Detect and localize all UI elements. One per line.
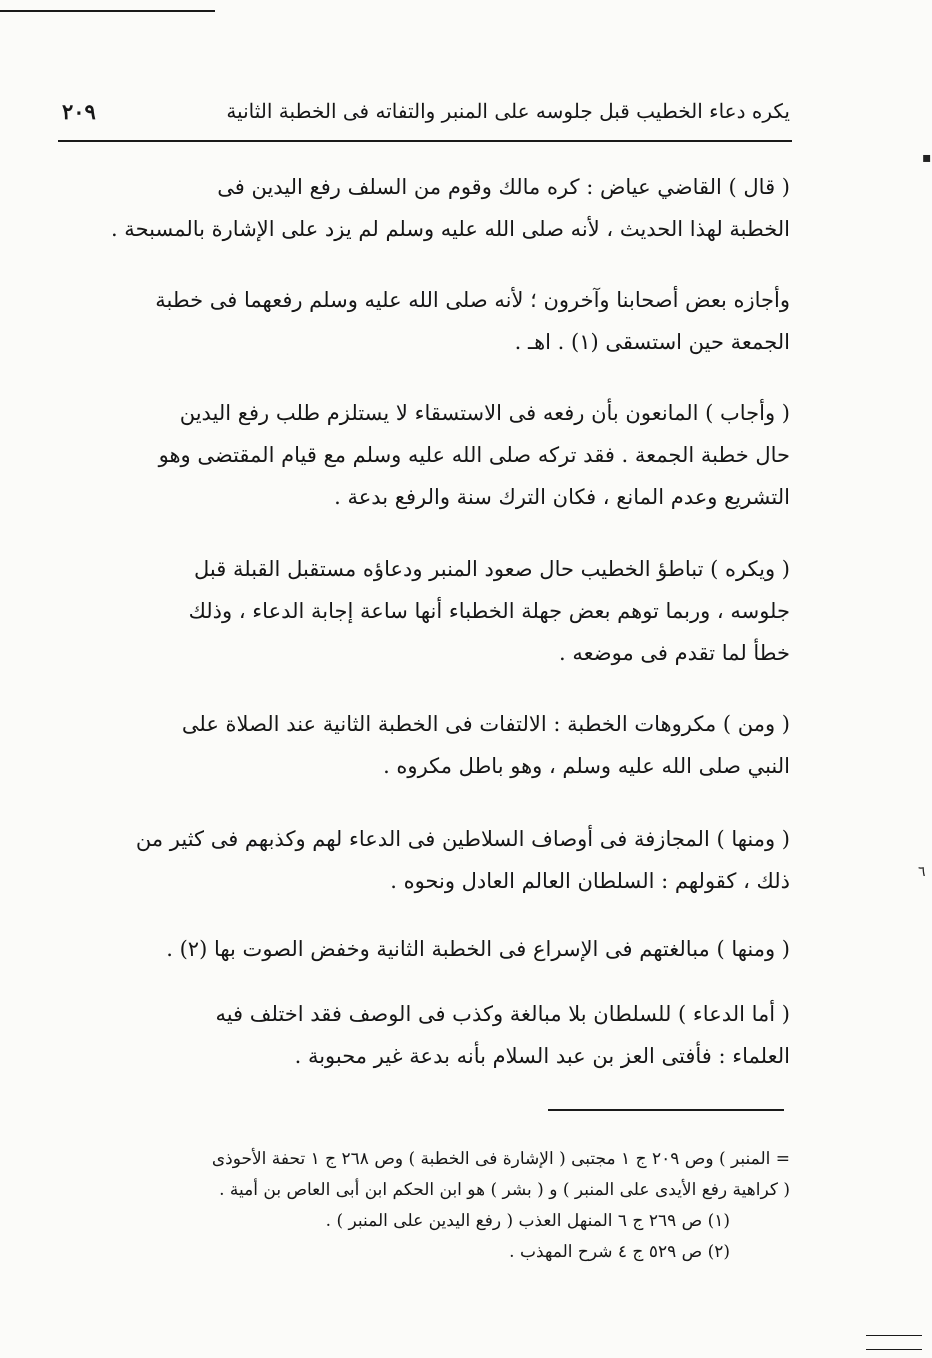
footnote-separator [548, 1109, 784, 1111]
paragraph-line: ( أما الدعاء ) للسلطان بلا مبالغة وكذب فى الوصف فقد اختلف فيه [215, 1002, 790, 1026]
page-number: ٢٠٩ [62, 98, 96, 124]
paragraph-line: النبي صلى الله عليه وسلم ، وهو باطل مكروه . [383, 754, 790, 778]
paragraph-line: الجمعة حين استسقى (١) . اهـ . [514, 330, 790, 354]
footnote-1: (١) ص ٢٦٩ ج ٦ المنهل العذب ( رفع اليدين على المنبر ) . [325, 1211, 730, 1231]
paragraph-line: العلماء : فأفتى العز بن عبد السلام بأنه بدعة غير محبوبة . [294, 1044, 790, 1068]
header-rule [58, 140, 792, 142]
footnotes [64, 1144, 790, 1268]
paragraph-line: ( قال ) القاضي عياض : كره مالك وقوم من السلف رفع اليدين فى [217, 175, 790, 199]
paragraph-4 [64, 548, 790, 674]
paragraph-line: ( وأجاب ) المانعون بأن رفعه فى الاستسقاء لا يستلزم طلب رفع اليدين [179, 401, 790, 425]
paragraph-1 [64, 166, 790, 250]
margin-dot: ▪ [922, 150, 932, 166]
top-left-rule [0, 10, 215, 12]
bottom-right-rule-1 [866, 1335, 922, 1336]
paragraph-7 [64, 928, 790, 970]
paragraph-line: ( ومنها ) المجازفة فى أوصاف السلاطين فى الدعاء لهم وكذبهم فى كثير من [135, 827, 790, 851]
paragraph-line: جلوسه ، وربما توهم بعض جهلة الخطباء أنها ساعة إجابة الدعاء ، وذلك [188, 599, 790, 623]
paragraph-line: ( ومنها ) مبالغتهم فى الإسراع فى الخطبة الثانية وخفض الصوت بها (٢) . [166, 937, 790, 961]
paragraph-2 [64, 279, 790, 363]
paragraph-line: ( ويكره ) تباطؤ الخطيب حال صعود المنبر ودعاؤه مستقبل القبلة قبل [194, 557, 790, 581]
footnote-2: (٢) ص ٥٢٩ ج ٤ شرح المهذب . [509, 1242, 730, 1262]
paragraph-3 [64, 392, 790, 518]
paragraph-5 [64, 703, 790, 787]
paragraph-line: الخطبة لهذا الحديث ، لأنه صلى الله عليه وسلم لم يزد على الإشارة بالمسبحة . [110, 217, 790, 241]
paragraph-line: وأجازه بعض أصحابنا وآخرون ؛ لأنه صلى الله عليه وسلم رفعهما فى خطبة [155, 288, 790, 312]
paragraph-line: حال خطبة الجمعة . فقد تركه صلى الله عليه وسلم مع قيام المقتضى وهو [158, 443, 790, 467]
footnote-continuation-line: ( كراهية رفع الأيدى على المنبر ) و ( بشر ) هو ابن الحكم ابن أبى العاص بن أمية . [219, 1180, 790, 1200]
paragraph-line: ( ومن ) مكروهات الخطبة : الالتفات فى الخطبة الثانية عند الصلاة على [181, 712, 790, 736]
header-title: يكره دعاء الخطيب قبل جلوسه على المنبر والتفاته فى الخطبة الثانية [226, 99, 790, 123]
margin-mark: ٦ [918, 864, 926, 880]
paragraph-8 [64, 993, 790, 1077]
paragraph-line: التشريع وعدم المانع ، فكان الترك سنة والرفع بدعة . [334, 485, 790, 509]
footnote-continuation-line: = المنبر ) وص ٢٠٩ ج ١ مجتبى ( الإشارة فى الخطبة ) وص ٢٦٨ ج ١ تحفة الأحوذى [211, 1149, 790, 1169]
paragraph-6 [64, 818, 790, 902]
running-header [62, 94, 790, 128]
paragraph-line: خطأ لما تقدم فى موضعه . [559, 641, 790, 665]
paragraph-line: ذلك ، كقولهم : السلطان العالم العادل ونحوه . [390, 869, 790, 893]
bottom-right-rule-2 [866, 1349, 922, 1350]
